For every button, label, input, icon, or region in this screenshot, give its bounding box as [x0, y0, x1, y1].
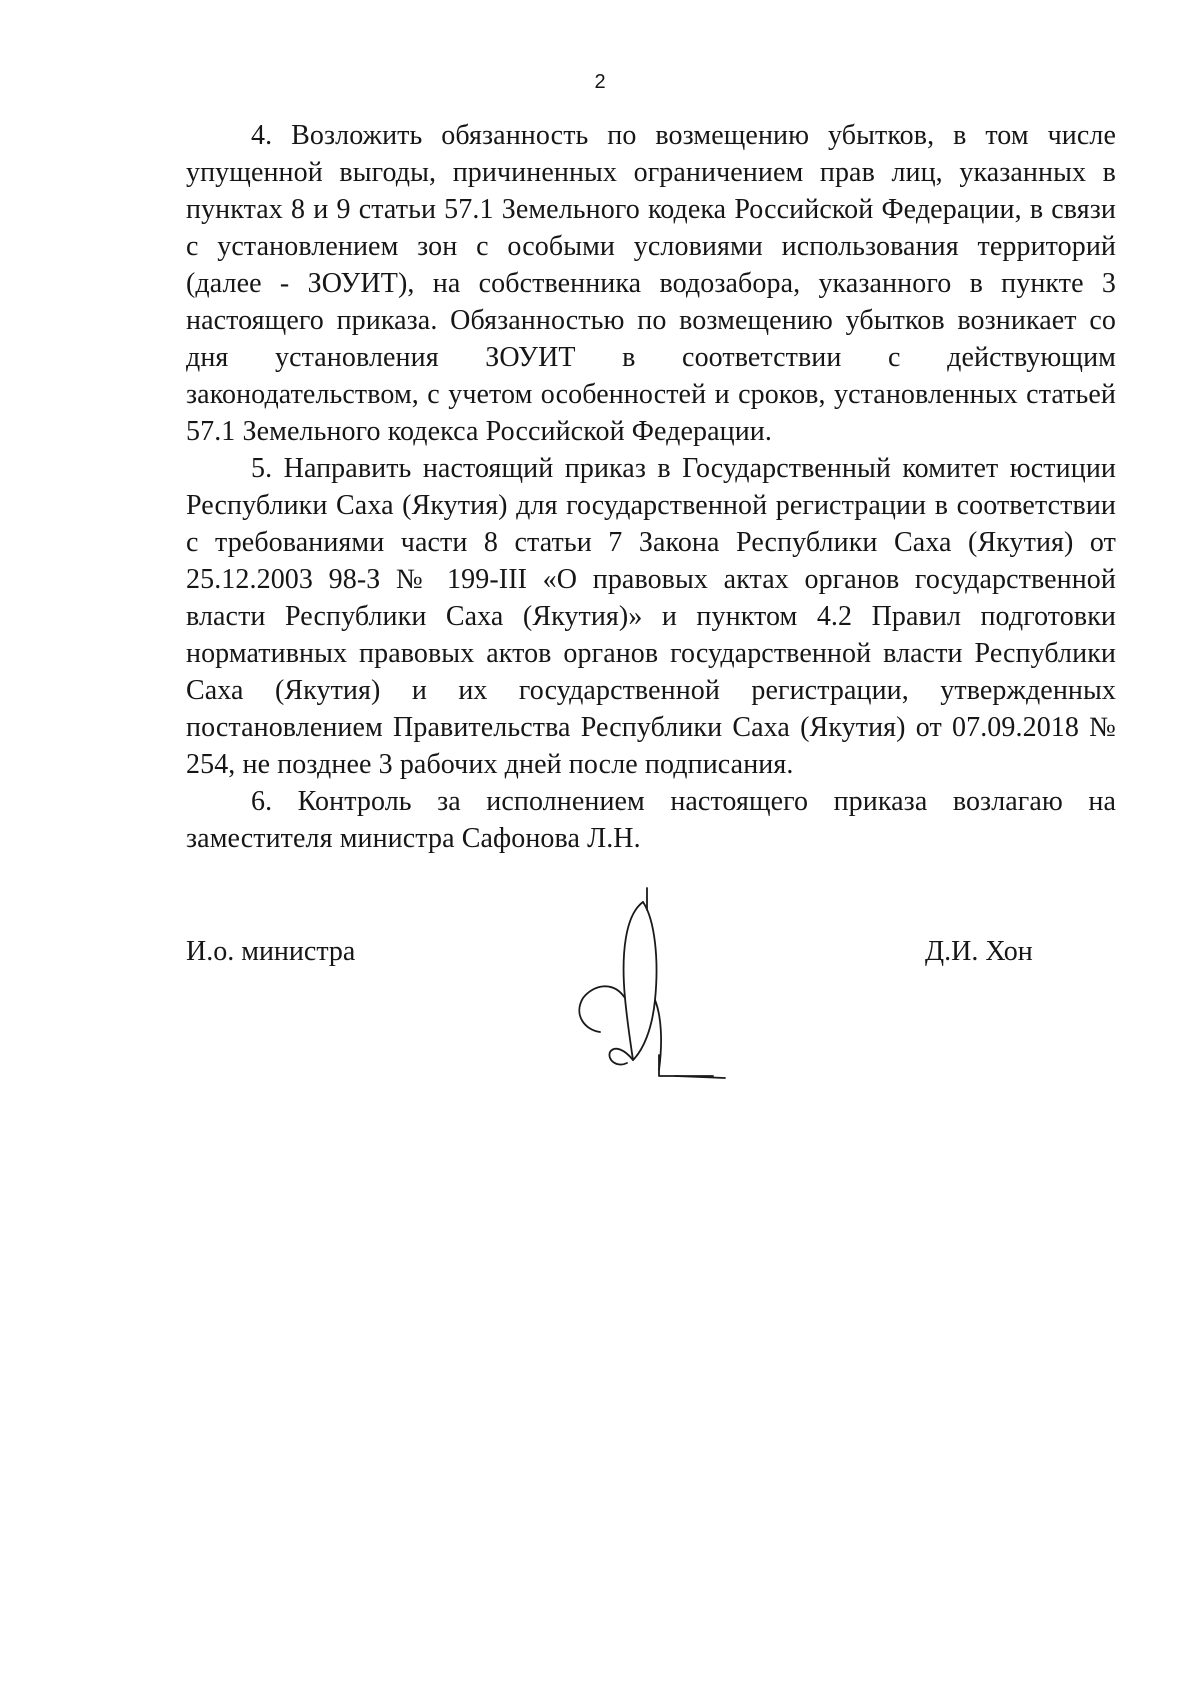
page-number: 2 [594, 71, 606, 93]
paragraph-4: 4. Возложить обязанность по возмещению убытков, в том числе упущенной выгоды, причиненных ограничением прав лиц, указанных в пунктах 8 и 9 статьи 57.1 Земельного кодека Российской Федерации, в связи с установлением зон с особыми условиями использования территорий (далее - ЗОУИТ), на собственника водозабора, указанного в пункте 3 настоящего приказа. Обязанностью по возмещению убытков возникает со дня установления ЗОУИТ в соответствии с действующим законодательством, с учетом особенностей и сроков, установленных статьей 57.1 Земельного кодекса Российской Федерации. [186, 120, 1116, 447]
document-body [186, 117, 1116, 857]
signer-position-title: И.о. министра [186, 936, 356, 967]
paragraph-5: 5. Направить настоящий приказ в Государственный комитет юстиции Республики Саха (Якутия) для государственной регистрации в соответствии с требованиями части 8 статьи 7 Закона Республики Саха (Якутия) от 25.12.2003 98-З № 199-III «О правовых актах органов государственной власти Республики Саха (Якутия)» и пунктом 4.2 Правил подготовки нормативных правовых актов органов государственной власти Республики Саха (Якутия) и их государственной регистрации, утвержденных постановлением Правительства Республики Саха (Якутия) от 07.09.2018 № 254, не позднее 3 рабочих дней после подписания. [186, 453, 1116, 780]
paragraph-6: 6. Контроль за исполнением настоящего приказа возлагаю на заместителя министра Сафонова Л.Н. [186, 786, 1116, 854]
handwritten-signature [555, 880, 755, 1080]
signer-name: Д.И. Хон [925, 936, 1033, 967]
